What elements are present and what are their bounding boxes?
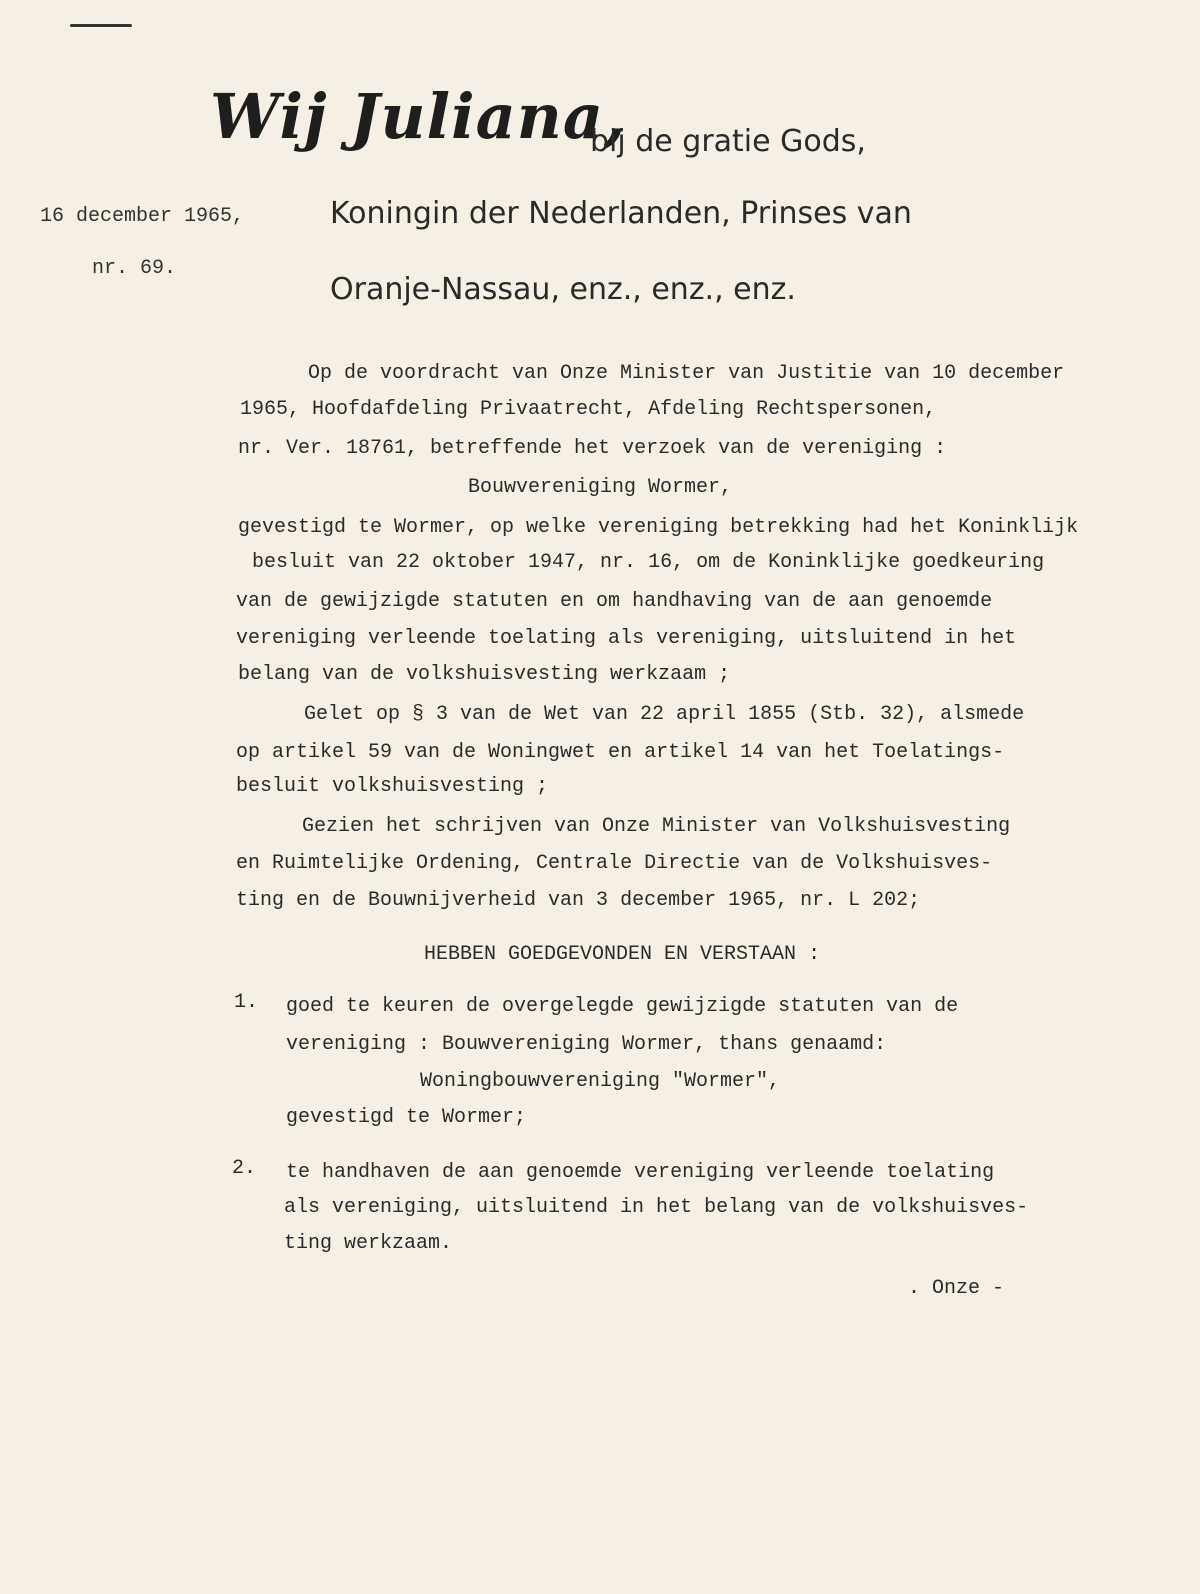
heading-royal-name: Wij Juliana, bbox=[210, 80, 627, 153]
margin-date: 16 december 1965, bbox=[40, 205, 245, 228]
top-dash-mark bbox=[70, 24, 132, 27]
body-line: belang van de volkshuisvesting werkzaam ; bbox=[238, 663, 731, 686]
decree-heading: HEBBEN GOEDGEVONDEN EN VERSTAAN : bbox=[424, 943, 821, 966]
body-line: als vereniging, uitsluitend in het belang van de volkshuisves- bbox=[284, 1196, 1029, 1219]
body-line: van de gewijzigde statuten en om handhaving van de aan genoemde bbox=[236, 590, 993, 613]
item-number: 2. bbox=[232, 1157, 257, 1180]
body-line: gevestigd te Wormer, op welke vereniging betrekking had het Koninklijk bbox=[238, 516, 1079, 539]
body-line: ting en de Bouwnijverheid van 3 december 1965, nr. L 202; bbox=[236, 889, 921, 912]
body-line: besluit volkshuisvesting ; bbox=[236, 775, 549, 798]
body-line: ting werkzaam. bbox=[284, 1232, 453, 1255]
body-line: gevestigd te Wormer; bbox=[286, 1106, 527, 1129]
heading-title-line-1: bij de gratie Gods, bbox=[590, 124, 866, 159]
body-line: goed te keuren de overgelegde gewijzigde statuten van de bbox=[286, 995, 959, 1018]
heading-title-line-3: Oranje-Nassau, enz., enz., enz. bbox=[330, 272, 796, 307]
item-number: 1. bbox=[234, 991, 259, 1014]
association-name: Bouwvereniging Wormer, bbox=[468, 476, 733, 499]
body-line: Gezien het schrijven van Onze Minister van Volkshuisvesting bbox=[302, 815, 1011, 838]
body-line: besluit van 22 oktober 1947, nr. 16, om de Koninklijke goedkeuring bbox=[252, 551, 1045, 574]
new-association-name: Woningbouwvereniging "Wormer", bbox=[420, 1070, 781, 1093]
body-line: vereniging verleende toelating als vereniging, uitsluitend in het bbox=[236, 627, 1017, 650]
heading-title-line-2: Koningin der Nederlanden, Prinses van bbox=[330, 196, 912, 231]
body-line: en Ruimtelijke Ordening, Centrale Directie van de Volkshuisves- bbox=[236, 852, 993, 875]
margin-number: nr. 69. bbox=[92, 257, 177, 280]
body-line: op artikel 59 van de Woningwet en artikel 14 van het Toelatings- bbox=[236, 741, 1005, 764]
body-line: nr. Ver. 18761, betreffende het verzoek van de vereniging : bbox=[238, 437, 947, 460]
body-line: te handhaven de aan genoemde vereniging verleende toelating bbox=[286, 1161, 995, 1184]
body-line: 1965, Hoofdafdeling Privaatrecht, Afdeling Rechtspersonen, bbox=[240, 398, 937, 421]
body-line: Gelet op § 3 van de Wet van 22 april 1855 (Stb. 32), alsmede bbox=[304, 703, 1025, 726]
body-line: vereniging : Bouwvereniging Wormer, thans genaamd: bbox=[286, 1033, 887, 1056]
continuation-catchword: . Onze - bbox=[908, 1277, 1005, 1300]
body-line: Op de voordracht van Onze Minister van Justitie van 10 december bbox=[308, 362, 1065, 385]
